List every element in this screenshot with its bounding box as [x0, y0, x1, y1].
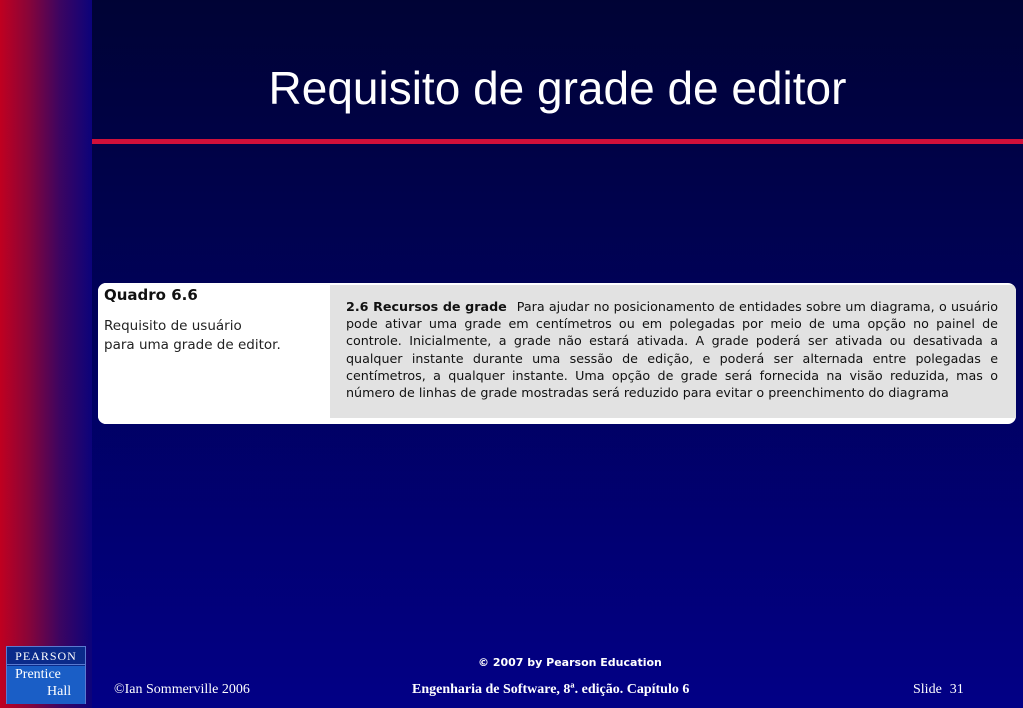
- box-label: Quadro 6.6: [104, 286, 198, 304]
- requirement-heading: 2.6 Recursos de grade: [346, 299, 507, 314]
- logo-prentice-hall-panel: [7, 666, 85, 704]
- publisher-copyright: © 2007 by Pearson Education: [478, 656, 662, 669]
- box-caption: [104, 317, 326, 355]
- author-copyright: ©Ian Sommerville 2006: [114, 682, 250, 697]
- requirement-text: [346, 298, 998, 401]
- box-caption-line1: Requisito de usuário: [104, 318, 242, 334]
- requirement-box-sidebar: [98, 283, 330, 424]
- box-caption-line2: para uma grade de editor.: [104, 337, 281, 353]
- slide-number: 31: [949, 682, 964, 697]
- pearson-prentice-hall-logo: [6, 646, 86, 704]
- requirement-box: [98, 283, 1016, 424]
- title-divider: [92, 139, 1023, 144]
- book-title: Engenharia de Software, 8ª. edição. Capítulo 6: [412, 682, 690, 697]
- requirement-body: Para ajudar no posicionamento de entidades sobre um diagrama, o usuário pode ativar uma grade em centímetros ou em polegadas por meio de uma opção no painel de controle. Inicialmente, a grade não estará ativada. A grade poderá ser ativada ou desativada a qualquer instante durante uma sessão de edição, e poderá ser alternada entre polegadas e centímetros, a qualquer instante. Uma opção de grade será fornecida na visão reduzida, mas o número de linhas de grade mostradas será reduzido para evitar o preenchimento do diagrama: [346, 299, 998, 401]
- logo-prentice-text: Prentice: [15, 667, 61, 682]
- slide-title: Requisito de grade de editor: [268, 62, 847, 114]
- logo-pearson-text: PEARSON: [7, 647, 85, 665]
- requirement-text-panel: [330, 285, 1016, 418]
- slide-label: Slide: [913, 682, 942, 697]
- logo-hall-text: Hall: [47, 684, 72, 699]
- side-gradient-bar: [0, 0, 92, 708]
- slide-number-label: [913, 682, 964, 698]
